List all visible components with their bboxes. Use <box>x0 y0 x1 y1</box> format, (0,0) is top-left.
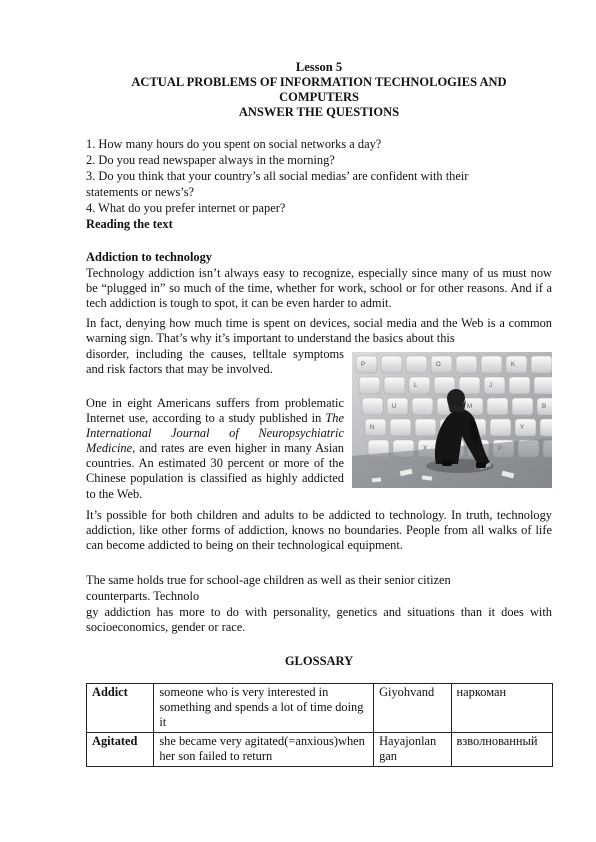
glossary-definition: she became very agitated(=anxious)when her son failed to return <box>154 733 374 767</box>
glossary-uzbek: Giyohvand <box>374 684 451 733</box>
journal-name: The International Journal of Neuropsychiatric Medicine <box>86 411 344 456</box>
glossary-uzbek: Hayajonlan gan <box>374 733 451 767</box>
question-4: 4. What do you prefer internet or paper? <box>86 201 286 215</box>
glossary-russian: взволнованный <box>451 733 552 767</box>
paragraph-5-line2: counterparts. Technolo <box>86 589 200 603</box>
keycap-letter: X <box>423 446 428 452</box>
paragraph-2-continued: disorder, including the causes, telltale symptoms and risk factors that may be involved. <box>86 347 344 377</box>
lesson-title-line2: COMPUTERS <box>279 90 359 104</box>
keycap-letter: N <box>370 425 375 431</box>
paragraph-2: In fact, denying how much time is spent on devices, social media and the Web is a common warning sign. That’s why it’s important to understand the basics about this <box>86 316 552 346</box>
keycap-letter: U <box>392 404 397 410</box>
keycap-letter: P <box>361 362 366 368</box>
keycap <box>481 356 502 373</box>
glossary-russian: наркоман <box>451 684 552 733</box>
paragraph-1: Technology addiction isn’t always easy to recognize, especially since many of us must now be “plugged in” so much of the time, whether for work, school or for other reasons. And if a tech addiction is tough to spot, it can be even harder to admit. <box>86 266 552 311</box>
glossary-term: Addict <box>87 684 154 733</box>
keycap <box>365 419 386 436</box>
keycap <box>431 356 452 373</box>
keycap <box>406 356 427 373</box>
keycap <box>490 419 511 436</box>
glossary-table <box>86 683 553 767</box>
keycap <box>456 356 477 373</box>
keycap <box>356 356 377 373</box>
keycap <box>412 398 433 415</box>
keycap-letter: Y <box>520 425 525 431</box>
keycap <box>509 377 530 394</box>
lesson-number: Lesson 5 <box>295 60 343 74</box>
question-2: 2. Do you read newspaper always in the morning? <box>86 153 335 167</box>
paragraph-5-rest: gy addiction has more to do with personality, genetics and situations than it does with socioeconomics, gender or race. <box>86 605 552 635</box>
keycap <box>409 377 430 394</box>
article-title: Addiction to technology <box>86 250 212 264</box>
keycap-letter: L <box>414 383 418 389</box>
question-1: 1. How many hours do you spent on social networks a day? <box>86 137 382 151</box>
glossary-definition: someone who is very interested in something and spends a lot of time doing it <box>154 684 374 733</box>
glossary-term: Agitated <box>87 733 154 767</box>
paragraph-5-line1: The same holds true for school-age children as well as their senior citizen <box>86 573 451 587</box>
paragraph-3-part-b: , and rates are even higher in many Asian countries. An estimated 30 percent or more of the Chinese population is classified as highly addicted to the Web. <box>86 441 344 501</box>
keycap <box>384 377 405 394</box>
keycap <box>362 398 383 415</box>
glossary-heading: GLOSSARY <box>284 654 354 668</box>
question-3-line2: statements or news’s? <box>86 185 195 199</box>
keycap <box>381 356 402 373</box>
keycap-letter: J <box>489 383 492 389</box>
keyboard-photo <box>352 352 552 488</box>
keycap <box>487 398 508 415</box>
table-row <box>87 684 553 733</box>
keycap <box>506 356 527 373</box>
keycap-letter: B <box>542 404 547 410</box>
paragraph-3-part-a: One in eight Americans suffers from problematic Internet use, according to a study published in <box>86 396 344 426</box>
keycap <box>390 419 411 436</box>
keycap <box>512 398 533 415</box>
paragraph-4: It’s possible for both children and adults to be addicted to technology. In truth, technology addiction, like other forms of addiction, knows no boundaries. People from all walks of life can become addicted to being on their technological equipment. <box>86 508 552 553</box>
keycap <box>540 419 552 436</box>
keycap <box>359 377 380 394</box>
keycap <box>531 356 552 373</box>
keycap <box>387 398 408 415</box>
keycap <box>415 419 436 436</box>
keycap-letter: K <box>511 362 516 368</box>
question-3-line1: 3. Do you think that your country’s all social medias’ are confident with their <box>86 169 469 183</box>
keycap <box>534 377 552 394</box>
keycap-letter: M <box>467 404 472 410</box>
keyboard-illustration <box>352 352 552 488</box>
reading-heading: Reading the text <box>86 217 173 231</box>
paragraph-3 <box>86 396 344 502</box>
lesson-title-line1: ACTUAL PROBLEMS OF INFORMATION TECHNOLOGIES AND <box>131 75 507 89</box>
answer-questions-heading: ANSWER THE QUESTIONS <box>238 105 400 119</box>
keycap-letter: O <box>436 362 441 368</box>
keycap <box>484 377 505 394</box>
table-row <box>87 733 553 767</box>
keycap <box>515 419 536 436</box>
